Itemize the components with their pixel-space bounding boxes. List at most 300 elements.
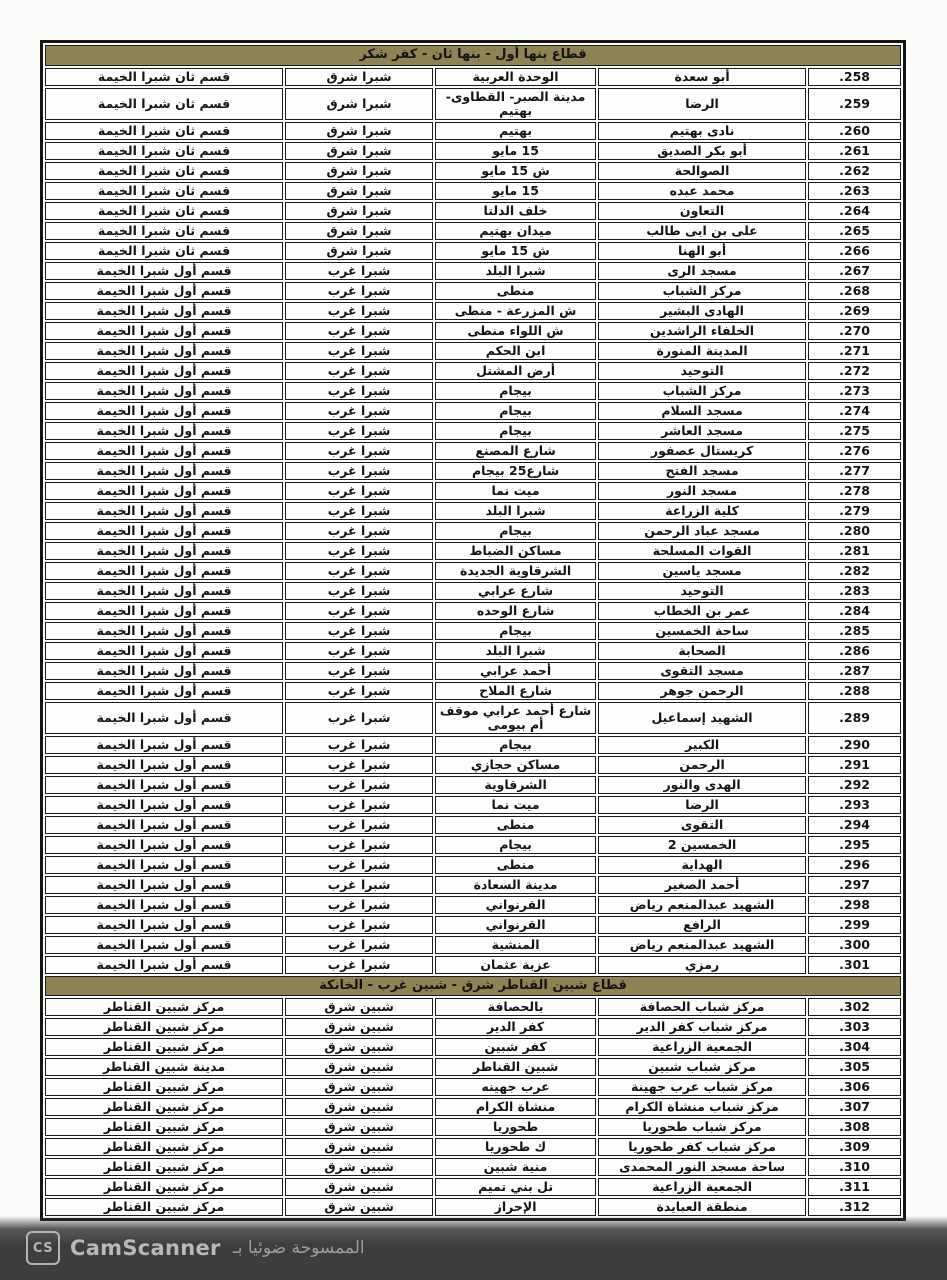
- cell-location: شارع الوحده: [435, 602, 596, 620]
- cell-location: منشاة الكرام: [435, 1098, 596, 1116]
- table-row: [45, 916, 901, 934]
- cell-name: الجمعية الزراعية: [598, 1038, 806, 1056]
- cell-location: بيجام: [435, 422, 596, 440]
- table-row: [45, 242, 901, 260]
- cell-location: الإحراز: [435, 1198, 596, 1216]
- cell-district: قسم أول شبرا الخيمة: [45, 776, 283, 794]
- cell-district: قسم أول شبرا الخيمة: [45, 462, 283, 480]
- cell-name: ساحة مسجد النور المحمدى: [598, 1158, 806, 1176]
- table-row: [45, 542, 901, 560]
- table-row: [45, 482, 901, 500]
- cell-area: شبرا غرب: [285, 682, 433, 700]
- cell-num: 297.: [808, 876, 901, 894]
- table-row: [45, 1158, 901, 1176]
- cell-name: الهداية: [598, 856, 806, 874]
- cell-name: عمر بن الخطاب: [598, 602, 806, 620]
- cell-num: 261.: [808, 142, 901, 160]
- cell-district: قسم أول شبرا الخيمة: [45, 736, 283, 754]
- cell-name: مسجد السلام: [598, 402, 806, 420]
- table-row: [45, 662, 901, 680]
- cell-num: 258.: [808, 68, 901, 86]
- cell-num: 267.: [808, 262, 901, 280]
- table-row: [45, 122, 901, 140]
- cell-name: محمد عبده: [598, 182, 806, 200]
- section-header: قطاع شبين القناطر شرق - شبين غرب - الخانكة: [45, 976, 901, 997]
- table-row: [45, 502, 901, 520]
- cell-area: شبرا غرب: [285, 602, 433, 620]
- cell-num: 263.: [808, 182, 901, 200]
- cell-area: شبرا غرب: [285, 302, 433, 320]
- cell-num: 291.: [808, 756, 901, 774]
- cell-num: 271.: [808, 342, 901, 360]
- cell-num: 285.: [808, 622, 901, 640]
- cell-name: المدينة المنورة: [598, 342, 806, 360]
- cell-location: شبرا البلد: [435, 642, 596, 660]
- cell-name: مركز شباب شبين: [598, 1058, 806, 1076]
- cell-location: 15 مايو: [435, 182, 596, 200]
- cell-district: قسم أول شبرا الخيمة: [45, 856, 283, 874]
- cell-district: قسم أول شبرا الخيمة: [45, 876, 283, 894]
- cell-location: أرض المشتل: [435, 362, 596, 380]
- table-row: [45, 1058, 901, 1076]
- cell-name: مركز شباب كفر الدير: [598, 1018, 806, 1036]
- cell-area: شبرا غرب: [285, 896, 433, 914]
- cell-district: قسم أول شبرا الخيمة: [45, 956, 283, 974]
- cell-location: شارع المصنع: [435, 442, 596, 460]
- cell-name: الصحابة: [598, 642, 806, 660]
- cell-area: شبرا غرب: [285, 442, 433, 460]
- section-header-row: [45, 45, 901, 66]
- cell-location: الشرقاوية: [435, 776, 596, 794]
- cell-name: التوحيد: [598, 582, 806, 600]
- camscanner-brand-text: CamScanner: [70, 1236, 221, 1260]
- cell-location: عزبة عثمان: [435, 956, 596, 974]
- cell-area: شبين شرق: [285, 1018, 433, 1036]
- table-row: [45, 322, 901, 340]
- cell-location: ميدان بهتيم: [435, 222, 596, 240]
- cell-area: شبرا غرب: [285, 916, 433, 934]
- cell-district: مدينة شبين القناطر: [45, 1058, 283, 1076]
- cell-area: شبين شرق: [285, 1098, 433, 1116]
- cell-district: قسم أول شبرا الخيمة: [45, 582, 283, 600]
- cell-location: بيجام: [435, 622, 596, 640]
- cell-name: الشهيد إسماعيل: [598, 702, 806, 734]
- cell-name: أحمد الصغير: [598, 876, 806, 894]
- table-row: [45, 222, 901, 240]
- cell-num: 290.: [808, 736, 901, 754]
- cell-location: ميت نما: [435, 482, 596, 500]
- cell-name: مركز الشباب: [598, 382, 806, 400]
- cell-name: مسجد التقوى: [598, 662, 806, 680]
- cell-num: 274.: [808, 402, 901, 420]
- cell-area: شبين شرق: [285, 998, 433, 1016]
- cell-district: قسم أول شبرا الخيمة: [45, 836, 283, 854]
- cell-area: شبين شرق: [285, 1038, 433, 1056]
- cell-num: 280.: [808, 522, 901, 540]
- cell-district: قسم ثان شبرا الخيمة: [45, 182, 283, 200]
- cell-name: الجمعية الزراعية: [598, 1178, 806, 1196]
- cell-district: قسم أول شبرا الخيمة: [45, 442, 283, 460]
- cell-num: 286.: [808, 642, 901, 660]
- section-header-row: [45, 976, 901, 997]
- cell-district: قسم أول شبرا الخيمة: [45, 362, 283, 380]
- cell-location: شبين القناطر: [435, 1058, 596, 1076]
- cell-num: 262.: [808, 162, 901, 180]
- cell-num: 259.: [808, 88, 901, 120]
- cell-district: قسم أول شبرا الخيمة: [45, 756, 283, 774]
- cell-name: الصوالحة: [598, 162, 806, 180]
- cell-area: شبرا غرب: [285, 502, 433, 520]
- cell-location: منطى: [435, 816, 596, 834]
- cell-district: مركز شبين القناطر: [45, 1118, 283, 1136]
- cell-area: شبرا غرب: [285, 462, 433, 480]
- cell-district: مركز شبين القناطر: [45, 1038, 283, 1056]
- cell-name: الرافع: [598, 916, 806, 934]
- cell-location: منطى: [435, 282, 596, 300]
- table-row: [45, 422, 901, 440]
- cell-location: الوحدة العربية: [435, 68, 596, 86]
- cell-num: 288.: [808, 682, 901, 700]
- cell-name: التقوى: [598, 816, 806, 834]
- cell-num: 296.: [808, 856, 901, 874]
- cell-num: 268.: [808, 282, 901, 300]
- cell-district: قسم أول شبرا الخيمة: [45, 642, 283, 660]
- cell-name: مركز شباب منشاة الكرام: [598, 1098, 806, 1116]
- section-header: قطاع بنها أول - بنها ثان - كفر شكر: [45, 45, 901, 66]
- cell-num: 301.: [808, 956, 901, 974]
- cell-name: الرضا: [598, 796, 806, 814]
- cell-area: شبرا شرق: [285, 68, 433, 86]
- table-row: [45, 896, 901, 914]
- cell-district: قسم أول شبرا الخيمة: [45, 622, 283, 640]
- cell-location: كفر الدير: [435, 1018, 596, 1036]
- cell-district: مركز شبين القناطر: [45, 1198, 283, 1216]
- cell-area: شبين شرق: [285, 1158, 433, 1176]
- cell-area: شبرا غرب: [285, 582, 433, 600]
- cell-district: مركز شبين القناطر: [45, 1138, 283, 1156]
- table-row: [45, 956, 901, 974]
- cell-district: قسم أول شبرا الخيمة: [45, 562, 283, 580]
- cell-name: رمزي: [598, 956, 806, 974]
- cell-location: 15 مايو: [435, 142, 596, 160]
- cell-district: قسم أول شبرا الخيمة: [45, 282, 283, 300]
- cell-num: 302.: [808, 998, 901, 1016]
- cell-area: شبين شرق: [285, 1198, 433, 1216]
- cell-name: الخمسين 2: [598, 836, 806, 854]
- cell-name: كلية الزراعة: [598, 502, 806, 520]
- cell-district: قسم ثان شبرا الخيمة: [45, 242, 283, 260]
- cell-name: أبو سعدة: [598, 68, 806, 86]
- table-row: [45, 262, 901, 280]
- cell-num: 269.: [808, 302, 901, 320]
- cell-area: شبرا غرب: [285, 482, 433, 500]
- table-row: [45, 756, 901, 774]
- cell-area: شبرا غرب: [285, 262, 433, 280]
- cell-location: شبرا البلد: [435, 502, 596, 520]
- table-row: [45, 582, 901, 600]
- cell-area: شبرا شرق: [285, 182, 433, 200]
- cell-district: قسم أول شبرا الخيمة: [45, 502, 283, 520]
- cell-district: قسم ثان شبرا الخيمة: [45, 202, 283, 220]
- table-row: [45, 836, 901, 854]
- cell-district: قسم أول شبرا الخيمة: [45, 382, 283, 400]
- cell-num: 265.: [808, 222, 901, 240]
- table-row: [45, 462, 901, 480]
- cell-district: مركز شبين القناطر: [45, 998, 283, 1016]
- cell-num: 311.: [808, 1178, 901, 1196]
- cell-name: مركز شباب عرب جهينة: [598, 1078, 806, 1096]
- cell-name: الكبير: [598, 736, 806, 754]
- table-row: [45, 1138, 901, 1156]
- cell-area: شبرا غرب: [285, 776, 433, 794]
- cell-area: شبرا غرب: [285, 522, 433, 540]
- cell-name: القوات المسلحة: [598, 542, 806, 560]
- cell-num: 295.: [808, 836, 901, 854]
- table-row: [45, 1178, 901, 1196]
- table-row: [45, 736, 901, 754]
- cell-num: 289.: [808, 702, 901, 734]
- cell-name: مسجد ياسين: [598, 562, 806, 580]
- cell-location: بالحصافة: [435, 998, 596, 1016]
- cell-num: 294.: [808, 816, 901, 834]
- cell-district: مركز شبين القناطر: [45, 1158, 283, 1176]
- cell-num: 275.: [808, 422, 901, 440]
- cell-district: مركز شبين القناطر: [45, 1178, 283, 1196]
- cell-district: قسم أول شبرا الخيمة: [45, 602, 283, 620]
- table-row: [45, 562, 901, 580]
- cell-num: 292.: [808, 776, 901, 794]
- cell-num: 310.: [808, 1158, 901, 1176]
- cell-district: قسم ثان شبرا الخيمة: [45, 162, 283, 180]
- cell-name: مسجد الفتح: [598, 462, 806, 480]
- cell-location: المنشية: [435, 936, 596, 954]
- cell-num: 307.: [808, 1098, 901, 1116]
- cell-location: ك طحوريا: [435, 1138, 596, 1156]
- table-row: [45, 856, 901, 874]
- cell-location: مساكن حجازي: [435, 756, 596, 774]
- table-row: [45, 442, 901, 460]
- cell-location: بيجام: [435, 736, 596, 754]
- cell-location: طحوريا: [435, 1118, 596, 1136]
- table-row: [45, 622, 901, 640]
- cell-name: الرحمن: [598, 756, 806, 774]
- table-row: [45, 68, 901, 86]
- table-row: [45, 1198, 901, 1216]
- cell-num: 276.: [808, 442, 901, 460]
- table-row: [45, 1098, 901, 1116]
- table-row: [45, 282, 901, 300]
- cell-area: شبرا غرب: [285, 542, 433, 560]
- cell-district: قسم ثان شبرا الخيمة: [45, 122, 283, 140]
- cell-name: مسجد العاشر: [598, 422, 806, 440]
- cell-area: شبرا غرب: [285, 362, 433, 380]
- cell-name: ساحة الخمسين: [598, 622, 806, 640]
- cell-location: شارع عرابي: [435, 582, 596, 600]
- cell-location: شارع25 بيجام: [435, 462, 596, 480]
- cell-area: شبرا شرق: [285, 162, 433, 180]
- cell-district: قسم أول شبرا الخيمة: [45, 816, 283, 834]
- cell-area: شبرا غرب: [285, 796, 433, 814]
- table-row: [45, 142, 901, 160]
- table-row: [45, 382, 901, 400]
- table-row: [45, 342, 901, 360]
- cell-num: 287.: [808, 662, 901, 680]
- cell-area: شبرا غرب: [285, 322, 433, 340]
- table-row: [45, 1018, 901, 1036]
- cell-district: قسم ثان شبرا الخيمة: [45, 142, 283, 160]
- cell-num: 305.: [808, 1058, 901, 1076]
- table-body: [45, 45, 901, 1216]
- cell-num: 304.: [808, 1038, 901, 1056]
- cell-district: مركز شبين القناطر: [45, 1078, 283, 1096]
- cell-location: ش 15 مايو: [435, 242, 596, 260]
- cell-district: قسم ثان شبرا الخيمة: [45, 68, 283, 86]
- cell-num: 281.: [808, 542, 901, 560]
- cell-name: التوحيد: [598, 362, 806, 380]
- cell-district: مركز شبين القناطر: [45, 1098, 283, 1116]
- cell-location: تل بني تميم: [435, 1178, 596, 1196]
- camscanner-logo-icon: CS: [26, 1231, 60, 1265]
- table-row: [45, 682, 901, 700]
- table-row: [45, 642, 901, 660]
- table-row: [45, 302, 901, 320]
- cell-district: قسم أول شبرا الخيمة: [45, 662, 283, 680]
- cell-district: قسم ثان شبرا الخيمة: [45, 88, 283, 120]
- cell-area: شبرا غرب: [285, 402, 433, 420]
- cell-name: الشهيد عبدالمنعم رياض: [598, 936, 806, 954]
- cell-num: 277.: [808, 462, 901, 480]
- table-row: [45, 162, 901, 180]
- table-row: [45, 776, 901, 794]
- cell-name: مسجد عباد الرحمن: [598, 522, 806, 540]
- cell-name: أبو الهنا: [598, 242, 806, 260]
- cell-location: عرب جهينه: [435, 1078, 596, 1096]
- cell-district: قسم ثان شبرا الخيمة: [45, 222, 283, 240]
- table-row: [45, 602, 901, 620]
- cell-area: شبرا شرق: [285, 202, 433, 220]
- cell-district: قسم أول شبرا الخيمة: [45, 402, 283, 420]
- cell-district: قسم أول شبرا الخيمة: [45, 262, 283, 280]
- cell-name: الخلفاء الراشدين: [598, 322, 806, 340]
- cell-num: 279.: [808, 502, 901, 520]
- cell-name: نادى بهتيم: [598, 122, 806, 140]
- cell-area: شبرا شرق: [285, 242, 433, 260]
- cell-name: الهدى والنور: [598, 776, 806, 794]
- cell-location: مدينة السعادة: [435, 876, 596, 894]
- cell-num: 264.: [808, 202, 901, 220]
- cell-area: شبرا شرق: [285, 88, 433, 120]
- cell-area: شبين شرق: [285, 1118, 433, 1136]
- cell-location: منطى: [435, 856, 596, 874]
- cell-num: 293.: [808, 796, 901, 814]
- cell-area: شبرا غرب: [285, 642, 433, 660]
- cell-area: شبرا غرب: [285, 382, 433, 400]
- cell-area: شبرا غرب: [285, 756, 433, 774]
- cell-area: شبرا شرق: [285, 222, 433, 240]
- cell-area: شبين شرق: [285, 1078, 433, 1096]
- cell-num: 312.: [808, 1198, 901, 1216]
- table-row: [45, 816, 901, 834]
- cell-area: شبرا شرق: [285, 142, 433, 160]
- cell-location: ميت نما: [435, 796, 596, 814]
- cell-location: بيجام: [435, 522, 596, 540]
- cell-num: 272.: [808, 362, 901, 380]
- cell-name: كريستال عصفور: [598, 442, 806, 460]
- cell-num: 284.: [808, 602, 901, 620]
- cell-area: شبرا غرب: [285, 562, 433, 580]
- table-row: [45, 702, 901, 734]
- cell-name: التعاون: [598, 202, 806, 220]
- table-row: [45, 88, 901, 120]
- cell-area: شبرا غرب: [285, 662, 433, 680]
- cell-name: الرحمن جوهر: [598, 682, 806, 700]
- table-row: [45, 936, 901, 954]
- cell-num: 266.: [808, 242, 901, 260]
- cell-num: 273.: [808, 382, 901, 400]
- cell-area: شبرا غرب: [285, 282, 433, 300]
- cell-name: مركز شباب طحوريا: [598, 1118, 806, 1136]
- cell-location: أحمد عرابي: [435, 662, 596, 680]
- cell-location: ابن الحكم: [435, 342, 596, 360]
- cell-district: قسم أول شبرا الخيمة: [45, 542, 283, 560]
- cell-district: قسم أول شبرا الخيمة: [45, 422, 283, 440]
- cell-num: 260.: [808, 122, 901, 140]
- cell-num: 306.: [808, 1078, 901, 1096]
- cell-location: مساكن الضباط: [435, 542, 596, 560]
- table-row: [45, 1038, 901, 1056]
- cell-area: شبين شرق: [285, 1138, 433, 1156]
- cell-name: مركز شباب كفر طحوريا: [598, 1138, 806, 1156]
- cell-num: 270.: [808, 322, 901, 340]
- cell-location: شارع الملاح: [435, 682, 596, 700]
- cell-num: 298.: [808, 896, 901, 914]
- table-row: [45, 998, 901, 1016]
- cell-num: 308.: [808, 1118, 901, 1136]
- table-row: [45, 182, 901, 200]
- cell-location: ش المزرعة - منطى: [435, 302, 596, 320]
- cell-area: شبرا غرب: [285, 936, 433, 954]
- cell-location: الشرقاوية الجديدة: [435, 562, 596, 580]
- cell-area: شبرا غرب: [285, 702, 433, 734]
- cell-area: شبرا غرب: [285, 736, 433, 754]
- cell-location: شارع أحمد عرابي موقف أم بيومى: [435, 702, 596, 734]
- cell-area: شبرا غرب: [285, 836, 433, 854]
- cell-district: قسم أول شبرا الخيمة: [45, 702, 283, 734]
- cell-location: بيجام: [435, 836, 596, 854]
- table-row: [45, 796, 901, 814]
- polling-stations-table: [40, 40, 906, 1221]
- cell-location: القرنواني: [435, 896, 596, 914]
- cell-name: مسجد الرى: [598, 262, 806, 280]
- cell-name: الشهيد عبدالمنعم رياض: [598, 896, 806, 914]
- table-row: [45, 522, 901, 540]
- table-row: [45, 202, 901, 220]
- cell-district: قسم أول شبرا الخيمة: [45, 482, 283, 500]
- cell-district: قسم أول شبرا الخيمة: [45, 896, 283, 914]
- camscanner-watermark-bar: [0, 1216, 947, 1280]
- cell-location: القرنواني: [435, 916, 596, 934]
- cell-district: مركز شبين القناطر: [45, 1018, 283, 1036]
- cell-area: شبرا غرب: [285, 956, 433, 974]
- table-row: [45, 402, 901, 420]
- cell-district: قسم أول شبرا الخيمة: [45, 916, 283, 934]
- cell-location: شبرا البلد: [435, 262, 596, 280]
- cell-num: 283.: [808, 582, 901, 600]
- table-row: [45, 1078, 901, 1096]
- cell-num: 300.: [808, 936, 901, 954]
- cell-name: الهادى البشير: [598, 302, 806, 320]
- cell-area: شبرا غرب: [285, 876, 433, 894]
